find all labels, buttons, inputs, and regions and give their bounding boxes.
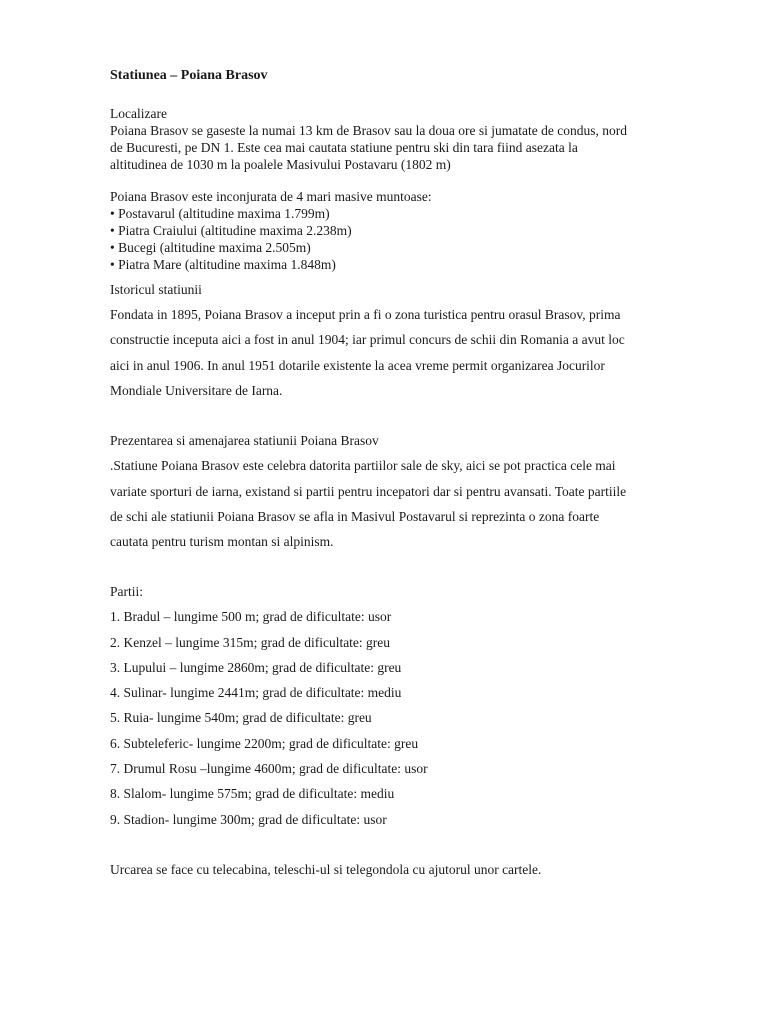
istoric-section (110, 302, 625, 403)
istoric-heading: Istoricul statiunii (110, 282, 202, 297)
partii-section (110, 579, 428, 832)
masiv-list-item: • Bucegi (altitudine maxima 2.505m) (110, 240, 311, 255)
document-title: Statiunea – Poiana Brasov (110, 68, 268, 83)
partie-list-item: 5. Ruia- lungime 540m; grad de dificultate: greu (110, 710, 372, 726)
partii-heading: Partii: (110, 584, 143, 599)
istoric-line: aici in anul 1906. In anul 1951 dotarile existente la acea vreme permit organizarea Jocurilor (110, 357, 605, 373)
partie-list-item: 4. Sulinar- lungime 2441m; grad de dificultate: mediu (110, 685, 402, 701)
prezentare-line: .Statiune Poiana Brasov este celebra datorita partiilor sale de sky, aici se pot practica cele mai (110, 458, 616, 474)
urcare-line: Urcarea se face cu telecabina, teleschi-ul si telegondola cu ajutorul unor cartele. (110, 862, 542, 877)
urcare-paragraph (110, 857, 541, 882)
istoric-line: Fondata in 1895, Poiana Brasov a inceput prin a fi o zona turistica pentru orasul Brasov, prima (110, 307, 621, 322)
masiv-list-item: • Piatra Craiului (altitudine maxima 2.238m) (110, 223, 352, 238)
masiv-list-item: • Postavarul (altitudine maxima 1.799m) (110, 206, 330, 221)
partie-list-item: 1. Bradul – lungime 500 m; grad de dificultate: usor (110, 609, 392, 625)
partie-list-item: 7. Drumul Rosu –lungime 4600m; grad de dificultate: usor (110, 761, 428, 777)
partie-list-item: 8. Slalom- lungime 575m; grad de dificultate: mediu (110, 786, 395, 802)
localizare-line: de Bucuresti, pe DN 1. Este cea mai cautata statiune pentru ski din tara fiind asezata la (110, 140, 578, 155)
istoric-heading-block (110, 281, 202, 298)
partie-list-item: 3. Lupului – lungime 2860m; grad de dificultate: greu (110, 659, 402, 675)
localizare-section (110, 105, 627, 173)
masive-intro: Poiana Brasov este inconjurata de 4 mari masive muntoase: (110, 189, 432, 204)
partie-list-item: 6. Subteleferic- lungime 2200m; grad de dificultate: greu (110, 735, 419, 751)
localizare-line: altitudinea de 1030 m la poalele Masivului Postavaru (1802 m) (110, 157, 451, 172)
istoric-line: Mondiale Universitare de Iarna. (110, 382, 283, 398)
masiv-list-item: • Piatra Mare (altitudine maxima 1.848m) (110, 257, 336, 272)
prezentare-line: cautata pentru turism montan si alpinism. (110, 534, 334, 550)
istoric-line: constructie inceputa aici a fost in anul 1904; iar primul concurs de schii din Romania a avut loc (110, 332, 625, 348)
partie-list-item: 9. Stadion- lungime 300m; grad de dificultate: usor (110, 811, 387, 827)
prezentare-heading: Prezentarea si amenajarea statiunii Poiana Brasov (110, 433, 379, 448)
prezentare-section (110, 428, 626, 554)
masive-section (110, 188, 432, 273)
prezentare-line: variate sporturi de iarna, existand si partii pentru incepatori dar si pentru avansati. Toate partiile (110, 483, 627, 499)
localizare-heading: Localizare (110, 106, 167, 121)
prezentare-line: de schi ale statiunii Poiana Brasov se afla in Masivul Postavarul si reprezinta o zona foarte (110, 508, 600, 524)
partie-list-item: 2. Kenzel – lungime 315m; grad de dificultate: greu (110, 634, 391, 650)
localizare-line: Poiana Brasov se gaseste la numai 13 km de Brasov sau la doua ore si jumatate de condus, nord (110, 123, 628, 138)
